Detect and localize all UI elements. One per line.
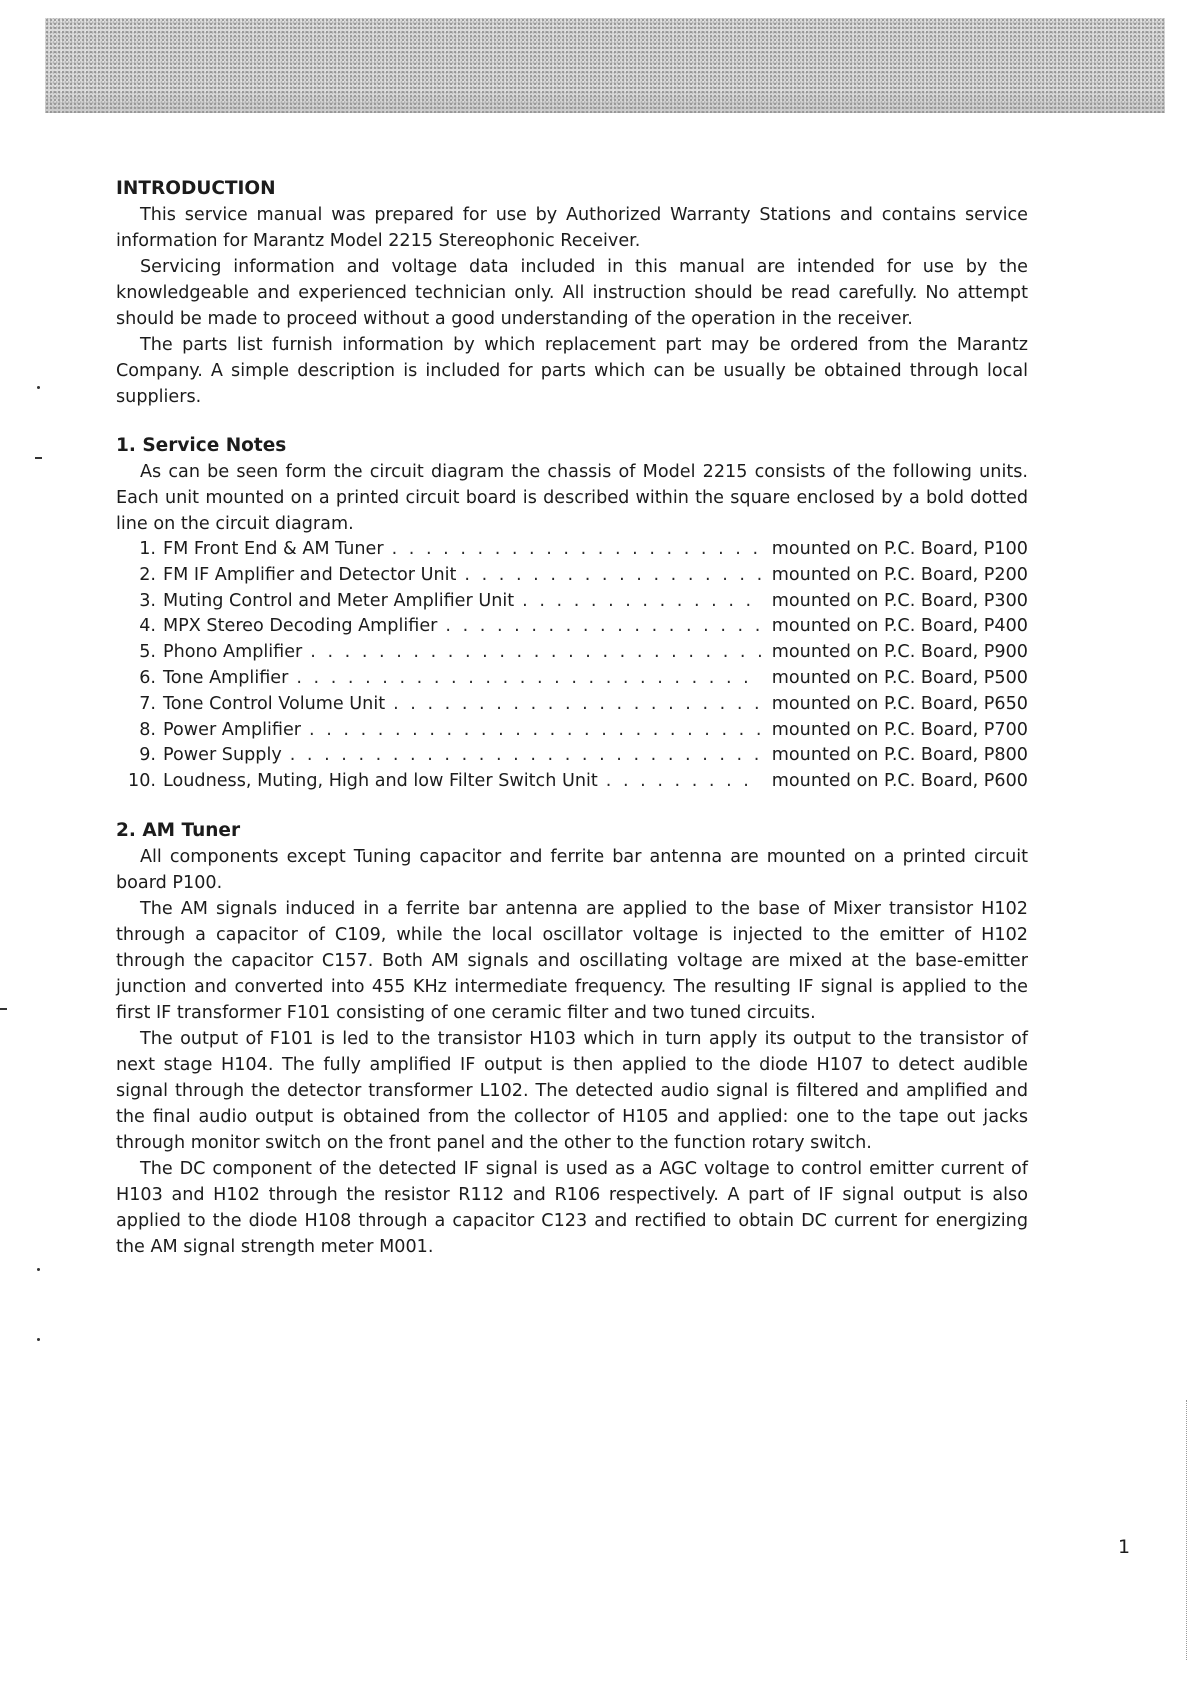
unit-number: 4. <box>139 616 156 637</box>
list-item <box>116 666 1028 692</box>
unit-board: mounted on P.C. Board, P900 <box>771 642 1028 663</box>
am-tuner-section <box>116 818 1028 1260</box>
introduction-section <box>116 176 1028 410</box>
margin-mark <box>37 386 40 389</box>
dot-leader <box>522 589 762 615</box>
dot-leader <box>445 614 761 640</box>
list-item <box>116 537 1028 563</box>
unit-name: FM IF Amplifier and Detector Unit <box>163 564 457 585</box>
service-notes-section <box>116 433 1028 795</box>
dot-leader <box>464 563 761 589</box>
unit-name: Loudness, Muting, High and low Filter Switch Unit <box>163 771 598 792</box>
paragraph: This service manual was prepared for use by Authorized Warranty Stations and contains service information for Marantz Model 2215 Stereophonic Receiver. <box>116 205 1028 251</box>
list-item <box>116 640 1028 666</box>
paragraph: The output of F101 is led to the transistor H103 which in turn apply its output to the transistor of next stage H104. The fully amplified IF output is then applied to the diode H107 to detect audible signal through the detector transformer L102. The detected audio signal is filtered and amplified and the final audio output is obtained from the collector of H105 and applied: one to the tape out jacks through monitor switch on the front panel and the other to the function rotary switch. <box>116 1028 1028 1153</box>
unit-number: 5. <box>139 642 156 663</box>
unit-number: 1. <box>139 539 156 559</box>
dot-leader <box>393 692 762 718</box>
paragraph: As can be seen form the circuit diagram the chassis of Model 2215 consists of the following units. Each unit mounted on a printed circuit board is described within the square enclosed by a bold dotted line on the circuit diagram. <box>116 462 1028 534</box>
unit-board: mounted on P.C. Board, P650 <box>771 693 1028 714</box>
unit-number: 9. <box>139 745 156 766</box>
dot-leader <box>290 743 762 769</box>
dot-leader <box>392 537 762 563</box>
unit-number: 10. <box>128 771 156 792</box>
paragraph: All components except Tuning capacitor and ferrite bar antenna are mounted on a printed circuit board P100. <box>116 846 1028 893</box>
unit-board: mounted on P.C. Board, P600 <box>771 771 1028 792</box>
margin-mark <box>0 1008 7 1010</box>
unit-list <box>116 537 1028 795</box>
unit-name: Power Amplifier <box>163 719 302 740</box>
dot-leader <box>296 666 761 692</box>
dot-leader <box>606 769 762 795</box>
unit-board: mounted on P.C. Board, P500 <box>771 667 1028 688</box>
margin-mark <box>37 1338 40 1341</box>
unit-number: 6. <box>139 667 156 688</box>
service-notes-heading: 1. Service Notes <box>116 435 287 456</box>
list-item <box>116 718 1028 744</box>
am-tuner-heading: 2. AM Tuner <box>116 819 241 841</box>
unit-name: Tone Amplifier <box>163 667 289 688</box>
unit-name: MPX Stereo Decoding Amplifier <box>163 616 438 637</box>
list-item <box>116 692 1028 718</box>
document-body <box>116 176 1028 1260</box>
unit-board: mounted on P.C. Board, P800 <box>771 745 1028 766</box>
list-item <box>116 563 1028 589</box>
unit-board: mounted on P.C. Board, P400 <box>771 616 1028 637</box>
dot-leader <box>309 718 762 744</box>
unit-board: mounted on P.C. Board, P100 <box>771 539 1028 559</box>
unit-board: mounted on P.C. Board, P300 <box>771 590 1028 611</box>
unit-number: 2. <box>139 564 156 585</box>
unit-name: Tone Control Volume Unit <box>163 693 386 714</box>
header-halftone-band <box>45 18 1165 113</box>
unit-name: FM Front End & AM Tuner <box>163 539 384 559</box>
unit-number: 3. <box>139 590 156 611</box>
unit-board: mounted on P.C. Board, P200 <box>771 564 1028 585</box>
unit-name: Phono Amplifier <box>163 642 303 663</box>
scan-edge <box>1186 1400 1188 1660</box>
list-item <box>116 769 1028 795</box>
paragraph: Servicing information and voltage data included in this manual are intended for use by the knowledgeable and experienced technician only. All instruction should be read carefully. No attempt should be made to proceed without a good understanding of the operation in the receiver. <box>116 257 1028 329</box>
page-number: 1 <box>1118 1536 1131 1558</box>
paragraph: The AM signals induced in a ferrite bar antenna are applied to the base of Mixer transistor H102 through a capacitor of C109, while the local oscillator voltage is injected to the emitter of H102 through the capacitor C157. Both AM signals and oscillating voltage are mixed at the base-emitter junction and converted into 455 KHz intermediate frequency. The resulting IF signal is applied to the first IF transformer F101 consisting of one ceramic filter and two tuned circuits. <box>116 898 1028 1023</box>
unit-name: Muting Control and Meter Amplifier Unit <box>163 590 515 611</box>
unit-name: Power Supply <box>163 745 282 766</box>
unit-board: mounted on P.C. Board, P700 <box>771 719 1028 740</box>
paragraph: The parts list furnish information by which replacement part may be ordered from the Marantz Company. A simple description is included for parts which can be usually be obtained through local suppliers. <box>116 335 1028 407</box>
dot-leader <box>310 640 761 666</box>
list-item <box>116 743 1028 769</box>
margin-mark <box>37 1268 40 1271</box>
margin-mark <box>35 457 42 459</box>
introduction-heading: INTRODUCTION <box>116 178 276 199</box>
paragraph: The DC component of the detected IF signal is used as a AGC voltage to control emitter current of H103 and H102 through the resistor R112 and R106 respectively. A part of IF signal output is also applied to the diode H108 through a capacitor C123 and rectified to obtain DC current for energizing the AM signal strength meter M001. <box>116 1158 1028 1257</box>
list-item <box>116 589 1028 615</box>
list-item <box>116 614 1028 640</box>
unit-number: 8. <box>139 719 156 740</box>
unit-number: 7. <box>139 693 156 714</box>
